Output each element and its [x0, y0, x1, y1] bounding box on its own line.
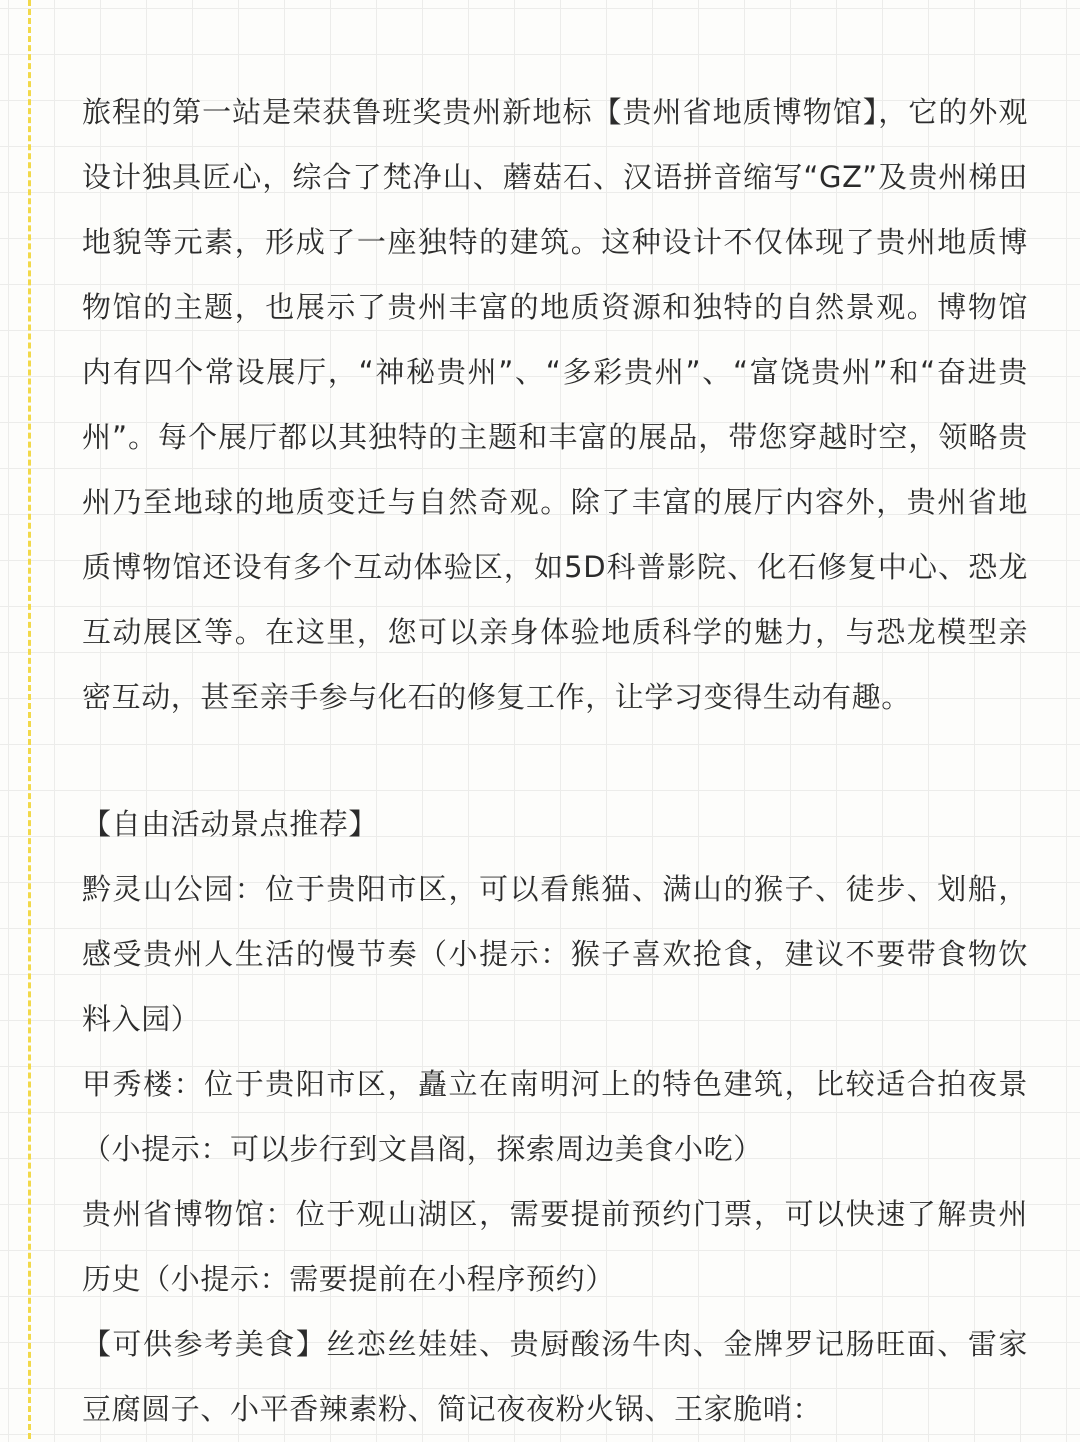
section-heading: 【自由活动景点推荐】	[82, 807, 379, 841]
article-body	[82, 80, 1028, 1442]
spot-item-jiaxiulou: 甲秀楼：位于贵阳市区，矗立在南明河上的特色建筑，比较适合拍夜景（小提示：可以步行到文昌阁，探索周边美食小吃）	[82, 1067, 1028, 1166]
spot-item-provincial-museum: 贵州省博物馆：位于观山湖区，需要提前预约门票，可以快速了解贵州历史（小提示：需要提前在小程序预约）	[82, 1197, 1028, 1296]
dashed-left-border	[28, 0, 31, 1439]
intro-paragraph: 旅程的第一站是荣获鲁班奖贵州新地标【贵州省地质博物馆】，它的外观设计独具匠心，综合了梵净山、蘑菇石、汉语拼音缩写“GZ”及贵州梯田地貌等元素，形成了一座独特的建筑。这种设计不仅体现了贵州地质博物馆的主题，也展示了贵州丰富的地质资源和独特的自然景观。博物馆内有四个常设展厅，“神秘贵州”、“多彩贵州”、“富饶贵州”和“奋进贵州”。每个展厅都以其独特的主题和丰富的展品，带您穿越时空，领略贵州乃至地球的地质变迁与自然奇观。除了丰富的展厅内容外，贵州省地质博物馆还设有多个互动体验区，如5D科普影院、化石修复中心、恐龙互动展区等。在这里，您可以亲身体验地质科学的魅力，与恐龙模型亲密互动，甚至亲手参与化石的修复工作，让学习变得生动有趣。	[82, 95, 1028, 714]
food-recommendations: 【可供参考美食】丝恋丝娃娃、贵厨酸汤牛肉、金牌罗记肠旺面、雷家豆腐圆子、小平香辣素粉、简记夜夜粉火锅、王家脆哨：	[82, 1327, 1028, 1426]
spot-item-qianlingshan: 黔灵山公园：位于贵阳市区，可以看熊猫、满山的猴子、徒步、划船，感受贵州人生活的慢节奏（小提示：猴子喜欢抢食，建议不要带食物饮料入园）	[82, 872, 1028, 1036]
paragraph-spacer	[82, 730, 1028, 792]
